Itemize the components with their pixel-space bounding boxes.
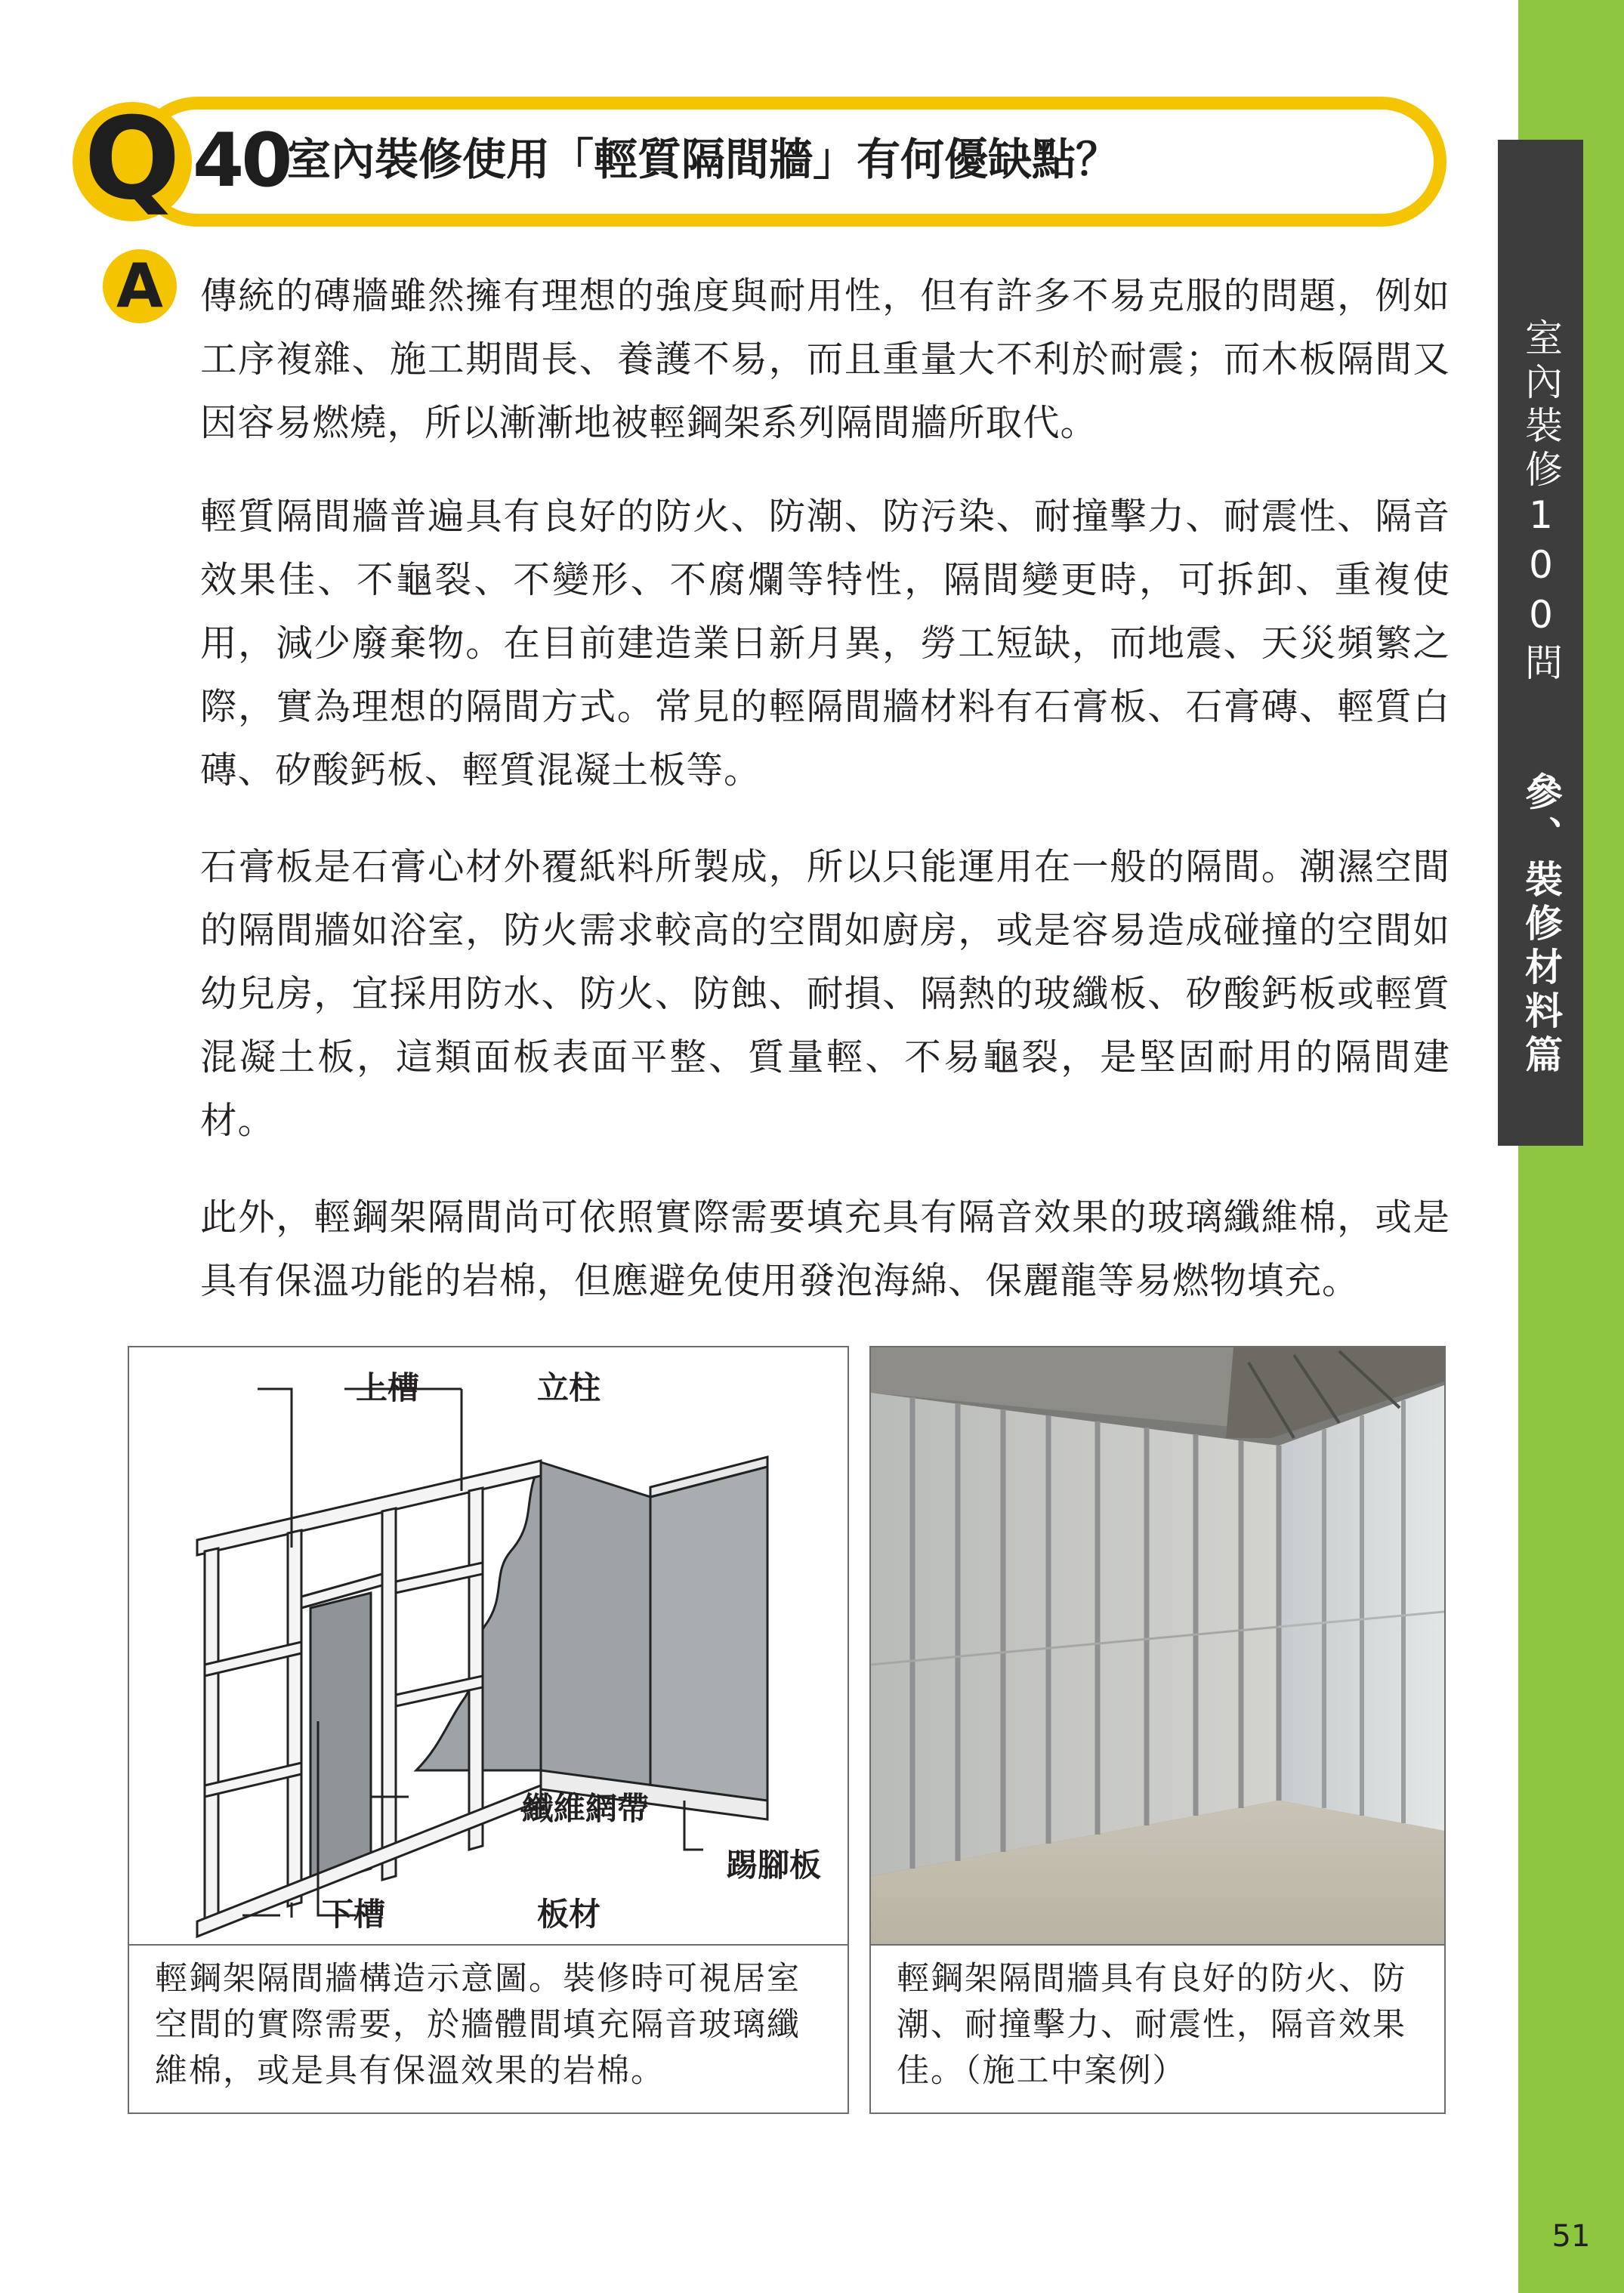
q-badge: [73, 94, 192, 225]
a-badge: [103, 249, 177, 323]
answer-paragraph: 傳統的磚牆雖然擁有理想的強度與耐用性，但有許多不易克服的問題，例如工序複雜、施工期間長、養護不易，而且重量大不利於耐震；而木板隔間又因容易燃燒，所以漸漸地被輕鋼架系列隔間牆所取代。: [200, 275, 1450, 444]
answer-paragraph: 此外，輕鋼架隔間尚可依照實際需要填充具有隔音效果的玻璃纖維棉，或是具有保溫功能的岩棉，但應避免使用發泡海綿、保麗龍等易燃物填充。: [200, 1196, 1450, 1302]
label-fiber-tape: 纖維網帶: [522, 1790, 650, 1827]
a-letter: A: [116, 251, 163, 321]
label-top-track: 上槽: [356, 1369, 420, 1406]
chapter-title: 參、裝修材料篇: [1519, 772, 1563, 1079]
question-title: 室內裝修使用「輕質隔間牆」有何優缺點？: [287, 134, 1120, 185]
photo-figure: [869, 1346, 1446, 2114]
label-bottom-track: 下槽: [322, 1896, 386, 1933]
answer-paragraph: 輕質隔間牆普遍具有良好的防火、防潮、防污染、耐撞擊力、耐震性、隔音效果佳、不龜裂、不變形、不腐爛等特性，隔間變更時，可拆卸、重複使用，減少廢棄物。在目前建造業日新月異，勞工短缺，而地震、天災頻繁之際，實為理想的隔間方式。常見的輕隔間牆材料有石膏板、石膏磚、輕質白磚、矽酸鈣板、輕質混凝土板等。: [200, 495, 1450, 792]
label-stud: 立柱: [537, 1369, 601, 1406]
label-baseboard: 踢腳板: [726, 1847, 822, 1884]
steel-frame-diagram: [129, 1347, 848, 1944]
side-tab: [1498, 140, 1583, 1146]
figure-divider: [871, 1944, 1444, 1946]
construction-photo: [871, 1347, 1444, 1944]
diagram-caption: 輕鋼架隔間牆構造示意圖。裝修時可視居室空間的實際需要，於牆體間填充隔音玻璃纖維棉，或是具有保溫效果的岩棉。: [155, 1960, 801, 2090]
diagram-figure: [128, 1346, 849, 2114]
book-title: 室內裝修100問: [1519, 318, 1563, 687]
figure-divider: [129, 1944, 848, 1946]
photo-caption: 輕鋼架隔間牆具有良好的防火、防潮、耐撞擊力、耐震性，隔音效果佳。（施工中案例）: [897, 1960, 1406, 2090]
label-board: 板材: [537, 1896, 601, 1933]
answer-paragraph: 石膏板是石膏心材外覆紙料所製成，所以只能運用在一般的隔間。潮濕空間的隔間牆如浴室，防火需求較高的空間如廚房，或是容易造成碰撞的空間如幼兒房，宜採用防水、防火、防蝕、耐損、隔熱的玻纖板、矽酸鈣板或輕質混凝土板，這類面板表面平整、質量輕、不易龜裂，是堅固耐用的隔間建材。: [200, 846, 1450, 1142]
page-number: 51: [1551, 2219, 1591, 2254]
q-letter: Q: [84, 94, 181, 225]
question-number: 40: [193, 118, 290, 204]
